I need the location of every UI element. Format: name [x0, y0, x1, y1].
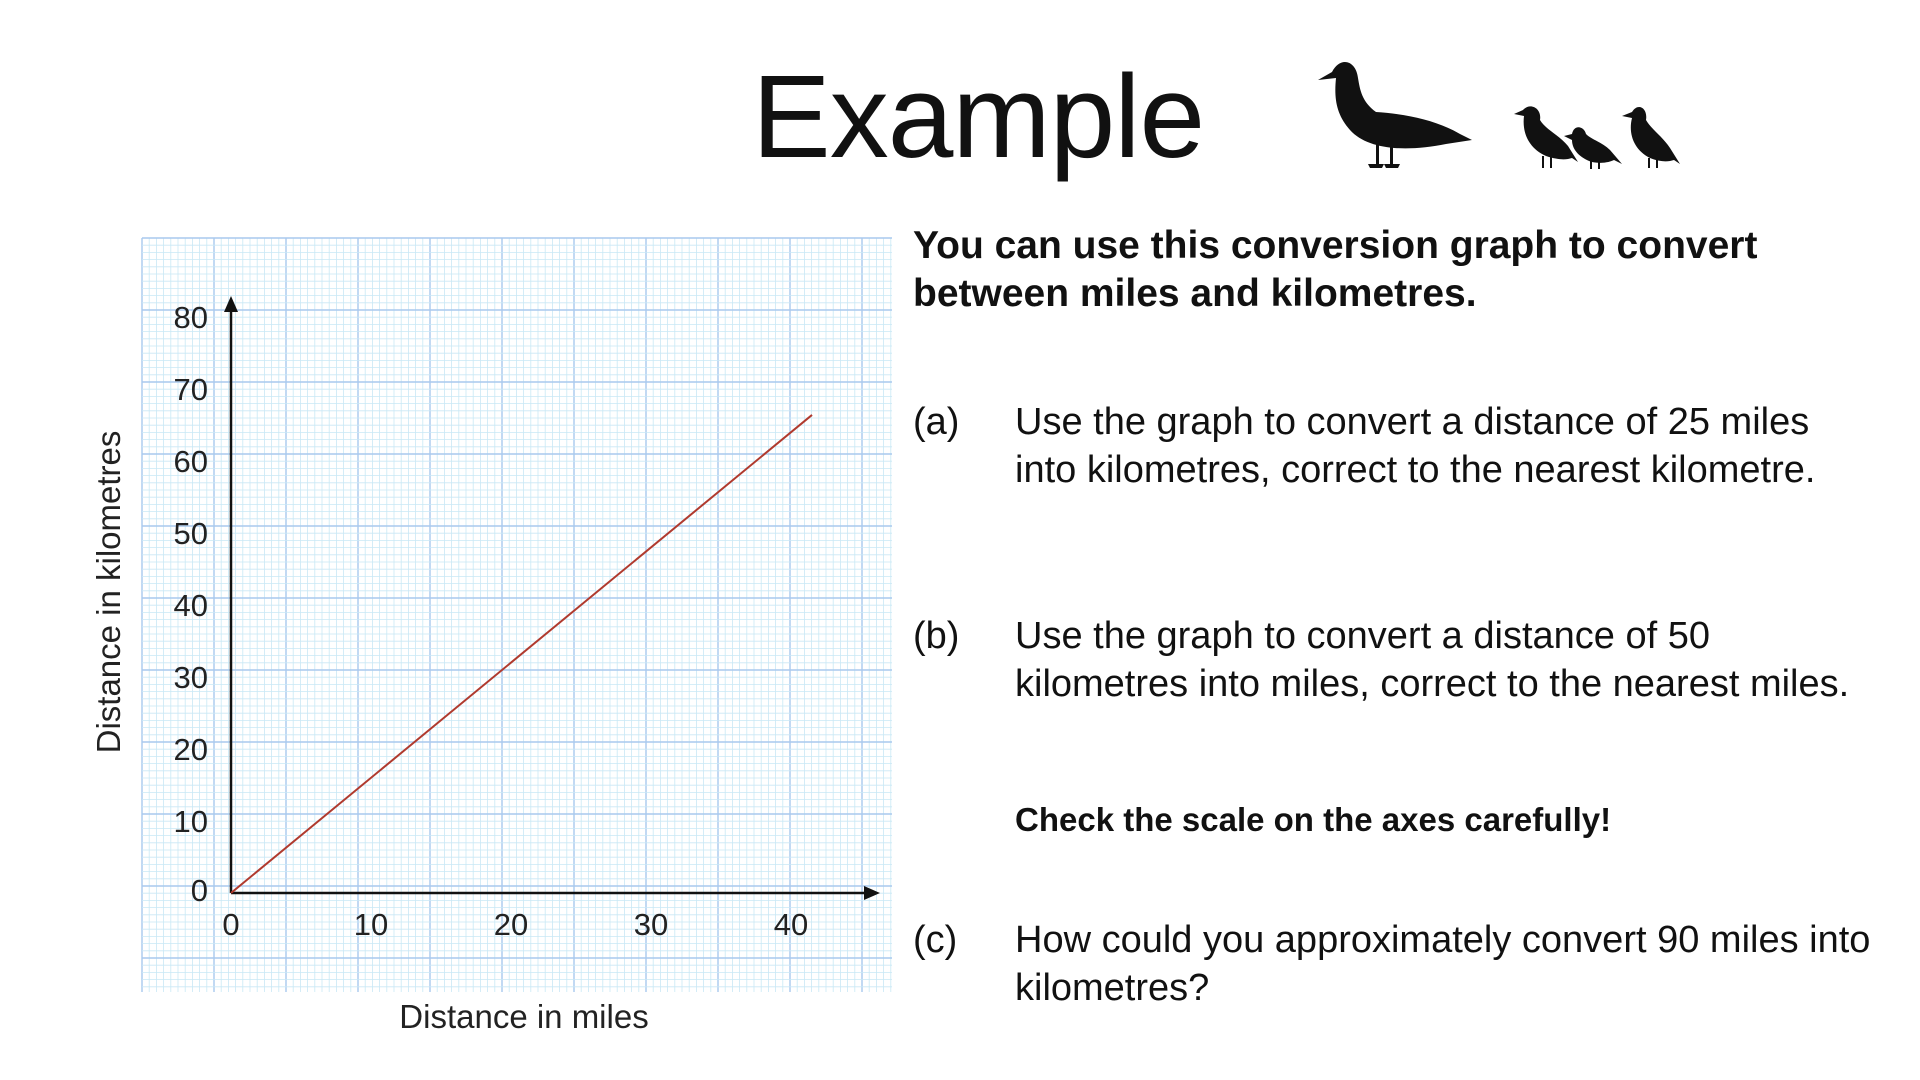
x-tick-label: 40	[773, 907, 809, 942]
y-tick-label: 70	[173, 372, 208, 407]
question-a-label: (a)	[913, 401, 960, 443]
x-tick-label: 0	[222, 907, 240, 942]
y-tick-label: 10	[173, 804, 208, 839]
graph-paper-grid	[142, 238, 892, 992]
intro-text: You can use this conversion graph to convert between miles and kilometres.	[913, 224, 1758, 315]
y-axis-label: Distance in kilometres	[90, 430, 127, 754]
y-tick-label: 40	[173, 588, 208, 623]
question-a-text: Use the graph to convert a distance of 25 miles into kilometres, correct to the nearest kilometre.	[1015, 401, 1816, 491]
question-c-text: How could you approximately convert 90 miles into kilometres?	[1015, 919, 1871, 1009]
scale-note: Check the scale on the axes carefully!	[1015, 801, 1612, 838]
question-b-text: Use the graph to convert a distance of 50 kilometres into miles, correct to the nearest miles.	[1015, 615, 1850, 705]
conversion-graph	[80, 220, 900, 1050]
y-tick-label: 30	[173, 660, 208, 695]
x-tick-label: 20	[493, 907, 529, 942]
x-tick-label: 30	[633, 907, 669, 942]
y-tick-label: 0	[190, 873, 208, 908]
x-axis-arrow	[864, 886, 880, 900]
question-c-label: (c)	[913, 919, 958, 961]
y-tick-label: 80	[173, 300, 208, 335]
question-b-label: (b)	[913, 615, 960, 657]
duckling-icon	[1514, 106, 1680, 169]
x-tick-label: 10	[353, 907, 389, 942]
y-tick-label: 20	[173, 732, 208, 767]
x-axis-label: Distance in miles	[399, 998, 649, 1035]
slide-title: Example	[752, 51, 1205, 183]
duck-icon	[1318, 62, 1472, 168]
ducks-illustration	[1310, 50, 1710, 190]
y-tick-label: 50	[173, 516, 208, 551]
y-tick-label: 60	[173, 444, 208, 479]
